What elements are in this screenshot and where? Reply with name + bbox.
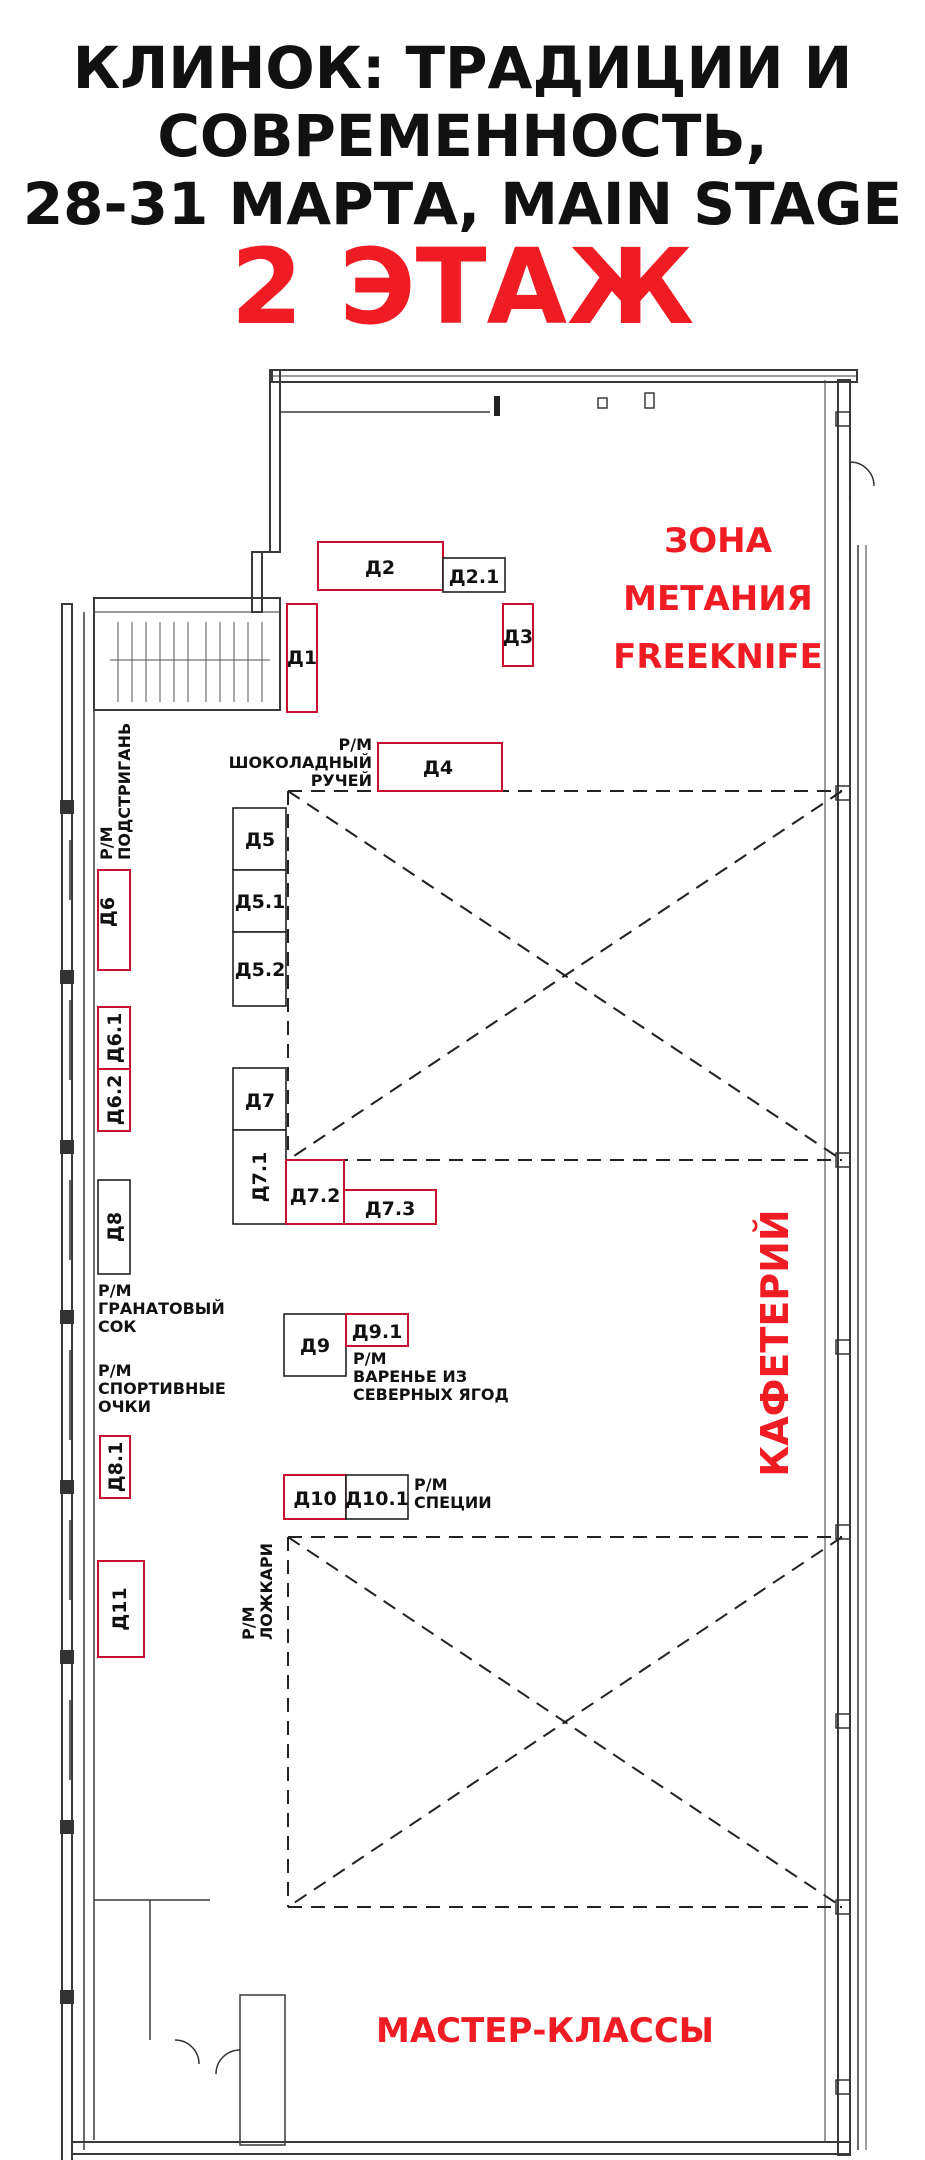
title-line-2: СОВРЕМЕННОСТЬ, (157, 102, 768, 170)
title-line-3: 28-31 МАРТА, MAIN STAGE (22, 170, 903, 238)
booth-d10-1[interactable] (345, 1475, 409, 1519)
booth-d6[interactable] (97, 870, 130, 970)
svg-text:МАСТЕР-КЛАССЫ: МАСТЕР-КЛАССЫ (375, 2011, 715, 2051)
svg-text:Р/М: Р/М (338, 735, 372, 754)
svg-text:Д5: Д5 (244, 829, 276, 851)
svg-text:Д11: Д11 (109, 1587, 131, 1631)
svg-text:РУЧЕЙ: РУЧЕЙ (310, 771, 372, 790)
svg-text:СПОРТИВНЫЕ: СПОРТИВНЫЕ (98, 1379, 226, 1398)
svg-text:ЛОЖКАРИ: ЛОЖКАРИ (257, 1542, 276, 1640)
label-spices (414, 1475, 492, 1512)
svg-text:Р/М: Р/М (98, 1361, 132, 1380)
label-pomegranate-juice (98, 1281, 225, 1336)
floor-label: 2 ЭТАЖ (230, 226, 695, 348)
booth-d4[interactable] (378, 743, 502, 791)
svg-text:Д7.1: Д7.1 (249, 1151, 271, 1203)
svg-text:Д10: Д10 (293, 1488, 337, 1510)
label-spoon-makers (239, 1543, 276, 1640)
svg-text:Р/М: Р/М (98, 1281, 132, 1300)
zone-throwing-area (613, 521, 823, 677)
zone-cafeteria (753, 1209, 797, 1476)
svg-text:Д1: Д1 (286, 647, 318, 669)
svg-text:ВАРЕНЬЕ ИЗ: ВАРЕНЬЕ ИЗ (353, 1367, 468, 1386)
booth-d8-1[interactable] (100, 1436, 130, 1498)
svg-text:ОЧКИ: ОЧКИ (98, 1397, 151, 1416)
svg-text:Д6: Д6 (97, 896, 119, 928)
label-podstrigan (97, 723, 134, 860)
upper-void-area (288, 791, 842, 1160)
booth-d10[interactable] (284, 1475, 346, 1519)
svg-text:СПЕЦИИ: СПЕЦИИ (414, 1493, 492, 1512)
lower-void-area (288, 1537, 842, 1907)
svg-text:ЗОНА: ЗОНА (664, 521, 772, 561)
svg-text:Р/М: Р/М (414, 1475, 448, 1494)
svg-text:ГРАНАТОВЫЙ: ГРАНАТОВЫЙ (98, 1299, 225, 1318)
svg-text:Д7.2: Д7.2 (289, 1185, 341, 1207)
booth-d7-2[interactable] (286, 1160, 344, 1224)
booth-d2-1[interactable] (443, 558, 505, 592)
label-sport-glasses (98, 1361, 226, 1416)
svg-text:Д7: Д7 (244, 1090, 276, 1112)
booth-d7-3[interactable] (344, 1190, 436, 1224)
label-northern-berry-jam (353, 1349, 509, 1404)
svg-text:Д10.1: Д10.1 (345, 1488, 409, 1510)
booth-d5-1[interactable] (233, 870, 286, 932)
booth-d6-2[interactable] (98, 1069, 130, 1131)
booth-d3[interactable] (503, 604, 533, 666)
svg-text:Д7.3: Д7.3 (364, 1198, 416, 1220)
svg-text:Д9: Д9 (299, 1335, 331, 1357)
booth-d5-2[interactable] (233, 932, 286, 1006)
booth-d1[interactable] (287, 604, 317, 712)
svg-text:Д4: Д4 (422, 757, 454, 779)
svg-text:СЕВЕРНЫХ ЯГОД: СЕВЕРНЫХ ЯГОД (353, 1385, 509, 1404)
svg-text:ШОКОЛАДНЫЙ: ШОКОЛАДНЫЙ (228, 753, 372, 772)
svg-text:СОК: СОК (98, 1317, 137, 1336)
booth-d2[interactable] (318, 542, 443, 590)
svg-text:КАФЕТЕРИЙ: КАФЕТЕРИЙ (753, 1209, 797, 1477)
booth-d6-1[interactable] (98, 1007, 130, 1069)
svg-text:Д2: Д2 (364, 557, 396, 579)
svg-text:FREEKNIFE: FREEKNIFE (613, 637, 823, 677)
svg-text:Д9.1: Д9.1 (351, 1321, 403, 1343)
title-line-1: КЛИНОК: ТРАДИЦИИ И (72, 34, 853, 102)
svg-text:Д8: Д8 (104, 1211, 126, 1243)
booth-d7-1[interactable] (233, 1130, 286, 1224)
zone-masterclasses (376, 2011, 714, 2051)
booth-d8[interactable] (98, 1180, 130, 1274)
svg-text:Д2.1: Д2.1 (448, 566, 500, 588)
svg-text:Р/М: Р/М (353, 1349, 387, 1368)
booth-d5[interactable] (233, 808, 286, 870)
booth-d9[interactable] (284, 1314, 346, 1376)
svg-text:Д6.2: Д6.2 (104, 1074, 126, 1126)
svg-text:Д8.1: Д8.1 (105, 1441, 127, 1493)
svg-text:Д6.1: Д6.1 (104, 1012, 126, 1064)
booth-d9-1[interactable] (346, 1314, 408, 1346)
svg-text:Р/М: Р/М (97, 826, 116, 860)
svg-text:Д3: Д3 (502, 626, 534, 648)
svg-text:Д5.1: Д5.1 (234, 891, 286, 913)
booth-d11[interactable] (98, 1561, 144, 1657)
svg-text:МЕТАНИЯ: МЕТАНИЯ (623, 579, 813, 619)
svg-text:Р/М: Р/М (239, 1606, 258, 1640)
svg-text:ПОДСТРИГАНЬ: ПОДСТРИГАНЬ (115, 722, 134, 860)
svg-text:Д5.2: Д5.2 (234, 959, 286, 981)
label-chocolate-stream (229, 735, 372, 790)
booth-d7[interactable] (233, 1068, 286, 1130)
